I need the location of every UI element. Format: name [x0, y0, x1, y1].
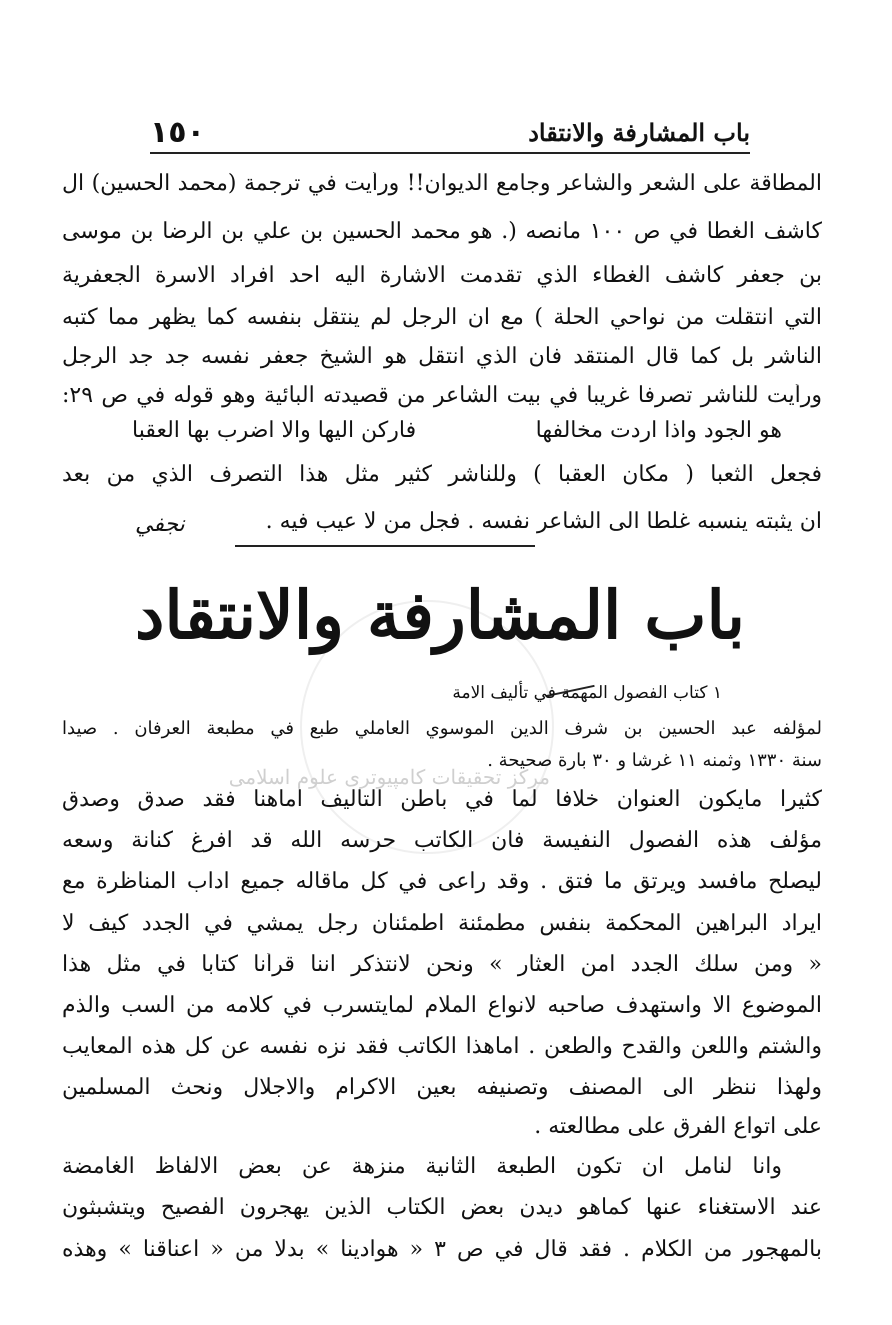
watermark-text: مركز تحقیقات کامپیوتری علوم اسلامی — [228, 765, 550, 789]
text-line: ولهذا ننظر الى المصنف وتصنيفه بعين الاكرام والاجلال ونحث المسلمين — [62, 1076, 822, 1100]
section-title: باب المشارفة والانتقاد — [135, 576, 745, 654]
text-line: الناشر بل كما قال المنتقد فان الذي انتقل هو الشيخ جعفر نفسه جد جد الرجل — [62, 345, 822, 369]
verse-first-hemistich: هو الجود واذا اردت مخالفها — [535, 418, 782, 443]
review-details-line: لمؤلفه عبد الحسين بن شرف الدين الموسوي العاملي طبع في مطبعة العرفان . صيدا — [62, 718, 822, 739]
text-line: على اتواع الفرق على مطالعته . — [534, 1115, 822, 1139]
text-line: ان يثبته ينسبه غلطاً الى الشاعر نفسه . فجل من لا عيب فيه . — [265, 510, 822, 534]
review-item-heading: ١ كتاب الفصول المهمة في تأليف الامة — [452, 683, 722, 703]
text-line: التي انتقلت من نواحي الحلة ) مع ان الرجل لم ينتقل بنفسه كما يظهر مما كتبه — [62, 306, 822, 330]
text-line: ورأيت للناشر تصرفا غريبا في بيت الشاعر من قصيدته البائية وهو قوله في ص ٢٩: — [62, 384, 822, 408]
text-line: كاشف الغطا في ص ١٠٠ مانصه (. هو محمد الحسين بن علي بن الرضا بن موسى — [62, 220, 822, 244]
text-line: « ومن سلك الجدد امن العثار » ونحن لانتذكر اننا قرأنا كتاباً في مثل هذا — [62, 953, 822, 977]
text-line: الموضوع الا واستهدف صاحبه لانواع الملام لمايتسرب في كلامه من السب والذم — [62, 994, 822, 1018]
poem-verse — [132, 418, 782, 443]
verse-second-hemistich: فاركن اليها والا اضرب بها العقبا — [132, 418, 417, 443]
review-details-line: سنة ١٣٣٠ وثمنه ١١ غرشا و ٣٠ بارة صحيحة . — [487, 750, 822, 771]
text-line: مؤلف هذه الفصول النفيسة فان الكاتب حرسه الله قد افرغ كنانة وسعه — [62, 829, 822, 853]
text-line: ايراد البراهين المحكمة بنفس مطمئنة اطمئنان رجل يمشي في الجدد كيف لا — [62, 912, 822, 936]
text-line: بن جعفر كاشف الغطاء الذي تقدمت الاشارة اليه احد افراد الاسرة الجعفرية — [62, 264, 822, 288]
running-title: باب المشارفة والانتقاد — [528, 117, 750, 147]
text-line: عند الاستغناء عنها كماهو ديدن بعض الكتاب الذين يهجرون الفصيح ويتشبثون — [62, 1196, 822, 1220]
text-line: ليصلح مافسد ويرتق ما فتق . وقد راعى في كل ماقاله جميع آداب المناظرة مع — [62, 870, 822, 894]
text-line: والشتم واللعن والقدح والطعن . اماهذا الكاتب فقد نزه نفسه عن كل هذه المعايب — [62, 1035, 822, 1059]
text-line: وانا لنأمل ان تكون الطبعة الثانية منزهة عن بعض الالفاظ الغامضة — [62, 1155, 782, 1179]
separator-rule — [235, 545, 535, 547]
text-line: بالمهجور من الكلام . فقد قال في ص ٣ « هوادينا » بدلا من « اعناقنا » وهذه — [62, 1238, 822, 1262]
page-header — [150, 112, 750, 154]
page-number: ١٥٠ — [150, 114, 205, 150]
author-signature: نجفي — [135, 512, 185, 537]
text-line: المطاقة على الشعر والشاعر وجامع الديوان!! ورأيت في ترجمة (محمد الحسين) آل — [62, 172, 822, 196]
text-line: كثيراً مايكون العنوان خلافاً لما في باطن التأليف اماهنا فقد صدق وصدق — [62, 788, 822, 812]
text-line: فجعل الثعبا ( مكان العقبا ) وللناشر كثير مثل هذا التصرف الذي من بعد — [62, 463, 822, 487]
